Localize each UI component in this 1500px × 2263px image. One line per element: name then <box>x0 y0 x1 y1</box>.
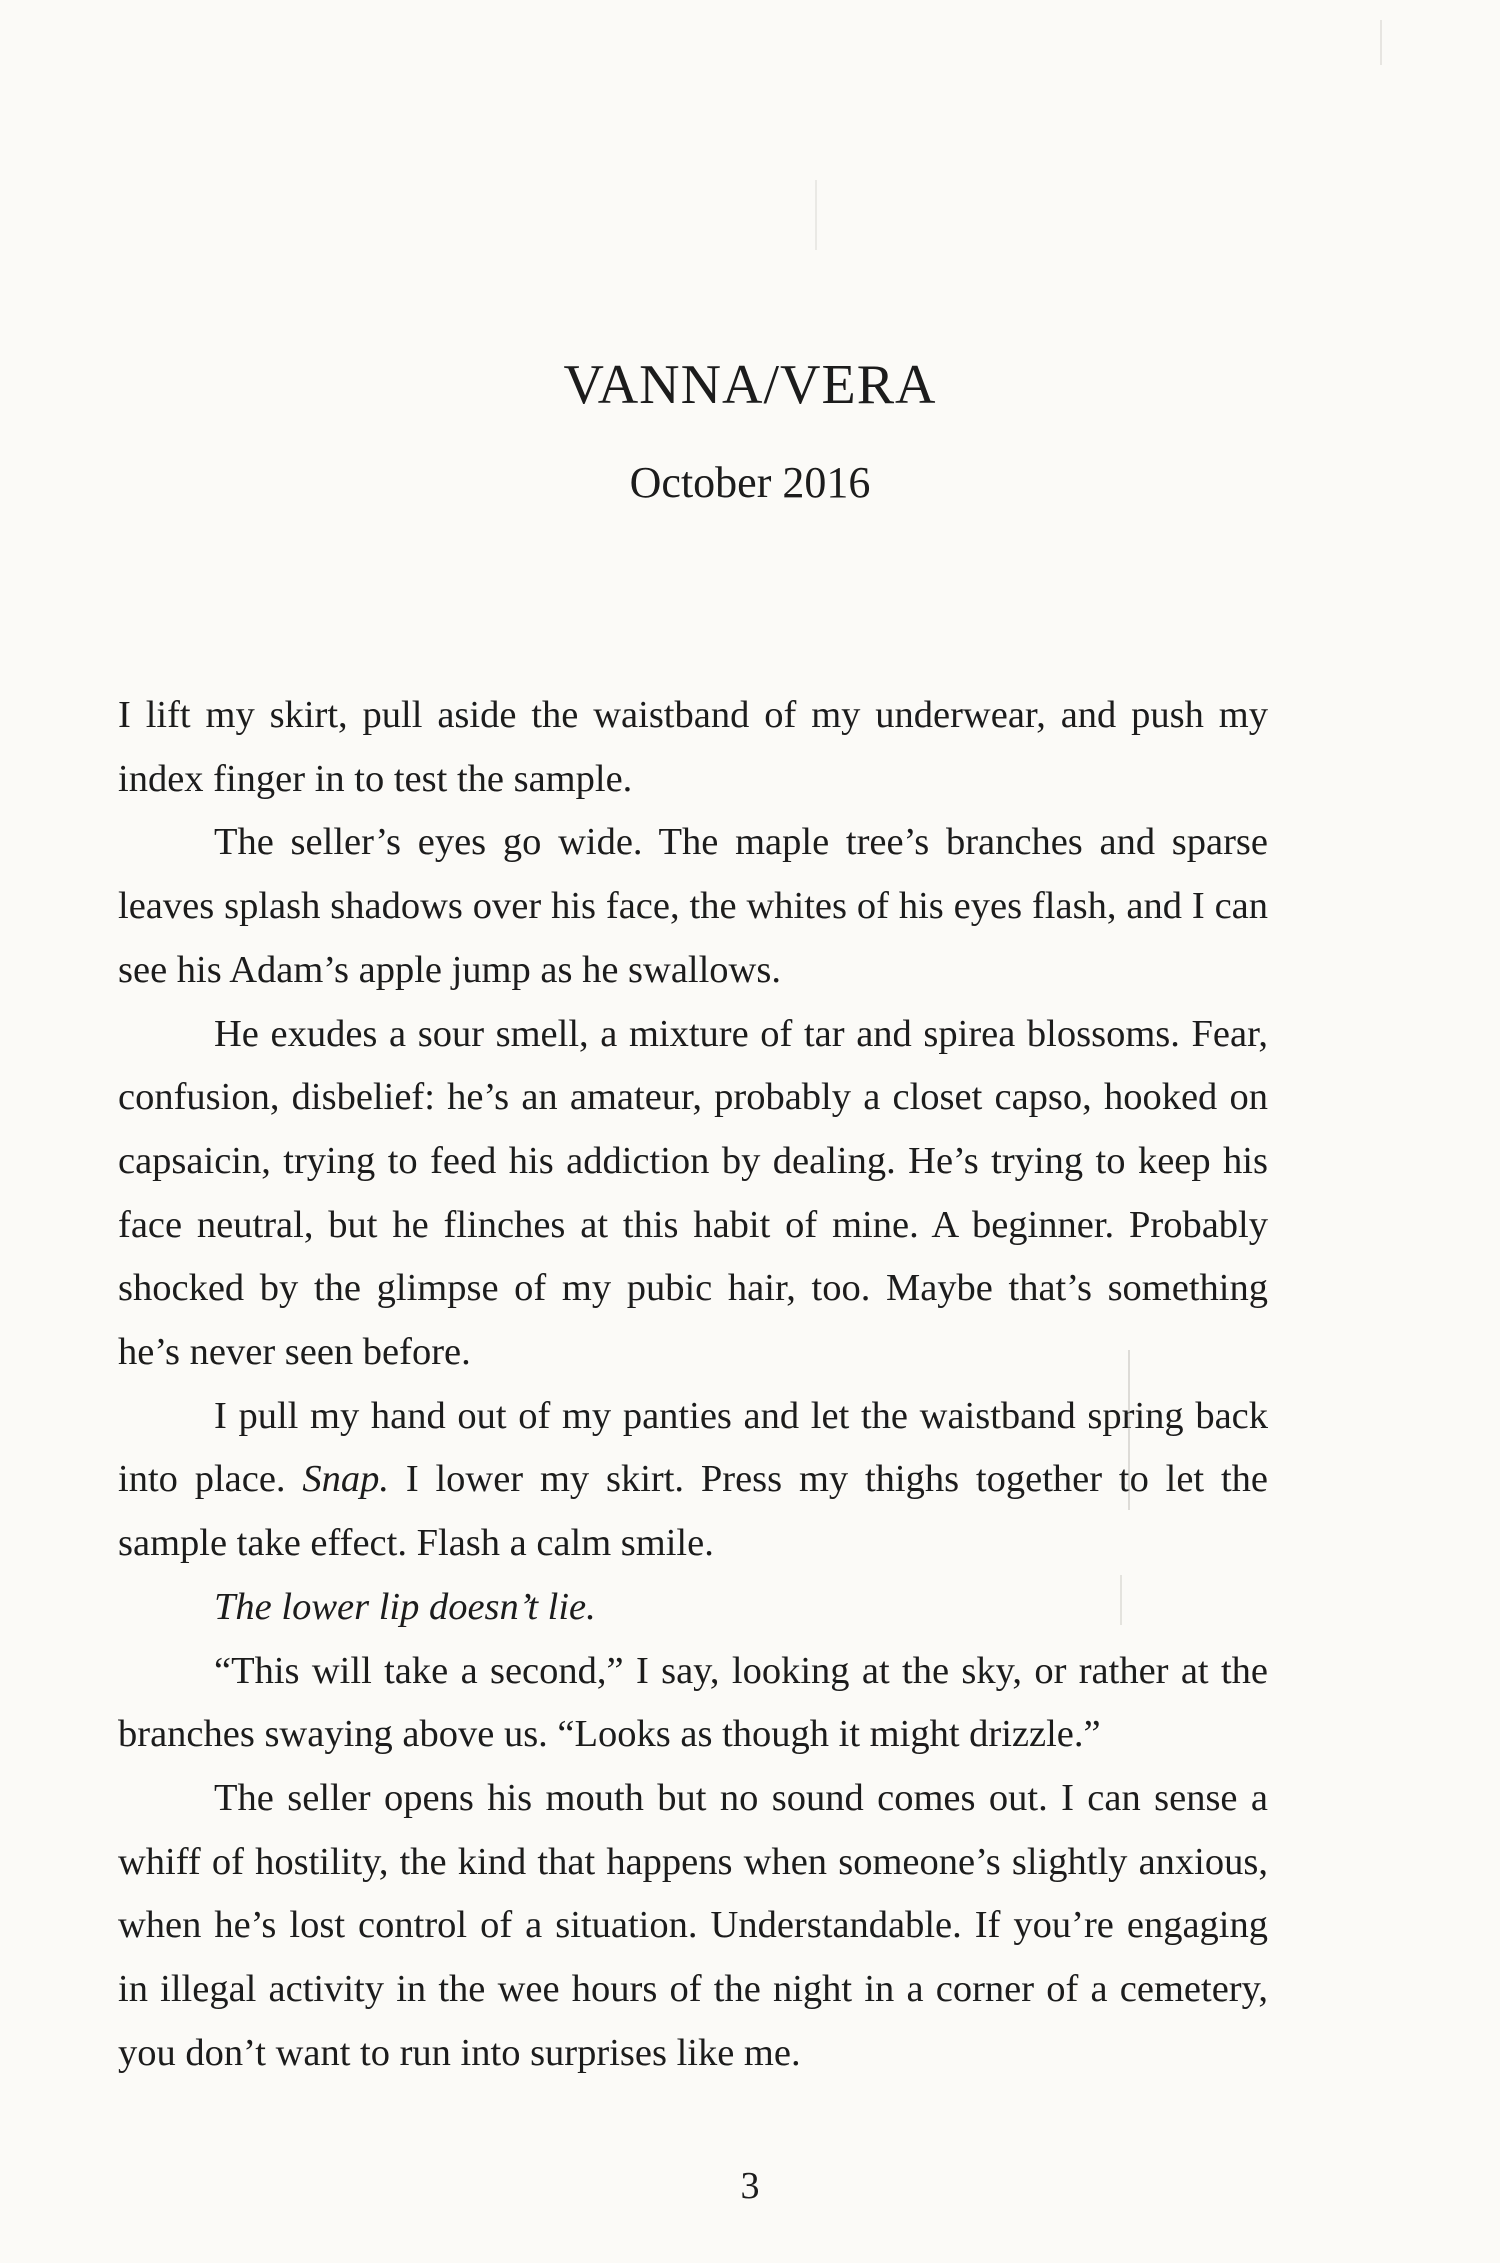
text-segment: I lower my skirt. Press my thighs together to let the sample take effect. Flash a calm smile. <box>118 1458 1268 1565</box>
paragraph <box>118 1640 1268 1767</box>
paragraph <box>118 684 1268 811</box>
paragraph <box>118 1767 1268 2086</box>
paragraph <box>118 811 1268 1002</box>
paragraph <box>118 1576 1268 1640</box>
italic-text: The lower lip doesn’t lie. <box>214 1585 596 1628</box>
paragraph <box>118 1385 1268 1576</box>
scan-mark <box>1128 1350 1130 1510</box>
body-text <box>118 684 1268 2085</box>
text-segment: He exudes a sour smell, a mixture of tar and spirea blossoms. Fear, confusion, disbelief: he’s an amateur, probably a closet capso, hooked on capsaicin, trying to feed his addiction by dealing. He’s trying to keep his face neutral, but he flinches at this habit of mine. A beginner. Probably shocked by the glimpse of my pubic hair, too. Maybe that’s something he’s never seen before. <box>118 1012 1268 1374</box>
scan-mark <box>1380 20 1382 65</box>
text-segment: “This will take a second,” I say, looking at the sky, or rather at the branches swaying above us. “Looks as though it might drizzle.” <box>118 1649 1268 1756</box>
chapter-date: October 2016 <box>629 458 871 507</box>
text-segment: I lift my skirt, pull aside the waistband of my underwear, and push my index finger in to test the sample. <box>118 694 1268 800</box>
page-number: 3 <box>740 2165 760 2207</box>
text-segment: The seller opens his mouth but no sound comes out. I can sense a whiff of hostility, the kind that happens when someone’s slightly anxious, when he’s lost control of a situation. Understandable. If you’re engaging in illegal activity in the wee hours of the night in a corner of a cemetery, you don’t want to run into surprises like me. <box>118 1776 1268 2074</box>
text-segment: I pull my hand out of my panties and let the waistband spring back into place. <box>118 1394 1268 1501</box>
italic-text: Snap. <box>302 1458 389 1501</box>
chapter-title: VANNA/VERA <box>563 354 937 416</box>
scan-mark <box>1120 1575 1122 1625</box>
paragraph <box>118 1003 1268 1385</box>
text-segment: The seller’s eyes go wide. The maple tree’s branches and sparse leaves splash shadows over his face, the whites of his eyes flash, and I can see his Adam’s apple jump as he swallows. <box>118 821 1268 991</box>
scan-mark <box>815 180 817 250</box>
